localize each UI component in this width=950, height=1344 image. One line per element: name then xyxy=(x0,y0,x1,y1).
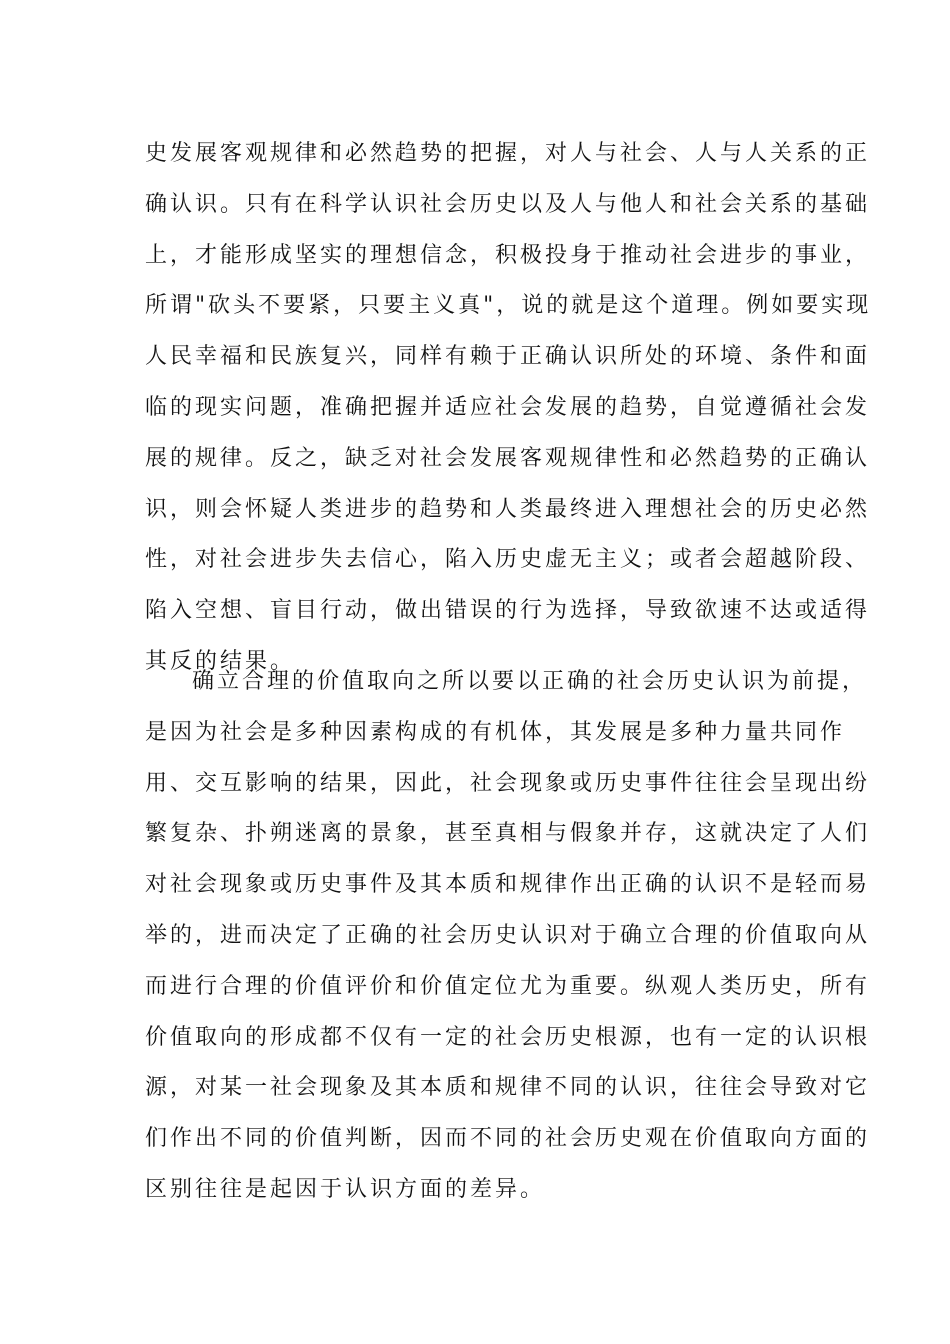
text-line: 用、交互影响的结果，因此，社会现象或历史事件往往会呈现出纷 xyxy=(145,770,871,796)
text-line: 源，对某一社会现象及其本质和规律不同的认识，往往会导致对它 xyxy=(145,1075,871,1101)
text-line: 区别往往是起因于认识方面的差异。 xyxy=(145,1176,546,1202)
text-line: 上，才能形成坚实的理想信念，积极投身于推动社会进步的事业， xyxy=(145,242,871,268)
text-line: 确认识。只有在科学认识社会历史以及人与他人和社会关系的基础 xyxy=(145,191,871,217)
text-line: 是因为社会是多种因素构成的有机体，其发展是多种力量共同作 xyxy=(145,719,846,745)
text-line: 价值取向的形成都不仅有一定的社会历史根源，也有一定的认识根 xyxy=(145,1024,871,1050)
text-line: 确立合理的价值取向之所以要以正确的社会历史认识为前提， xyxy=(192,669,868,694)
text-line: 繁复杂、扑朔迷离的景象，甚至真相与假象并存，这就决定了人们 xyxy=(145,821,871,847)
text-line: 其反的结果。 xyxy=(145,648,296,674)
text-line: 们作出不同的价值判断，因而不同的社会历史观在价值取向方面的 xyxy=(145,1126,871,1152)
text-line: 展的规律。反之，缺乏对社会发展客观规律性和必然趋势的正确认 xyxy=(145,445,871,471)
paragraph-1 xyxy=(145,129,872,688)
text-line: 人民幸福和民族复兴，同样有赖于正确认识所处的环境、条件和面 xyxy=(145,344,871,370)
text-line: 识，则会怀疑人类进步的趋势和人类最终进入理想社会的历史必然 xyxy=(145,496,871,522)
text-line: 对社会现象或历史事件及其本质和规律作出正确的认识不是轻而易 xyxy=(145,872,871,898)
text-line: 而进行合理的价值评价和价值定位尤为重要。纵观人类历史，所有 xyxy=(145,973,871,999)
text-line: 史发展客观规律和必然趋势的把握，对人与社会、人与人关系的正 xyxy=(145,141,871,166)
text-line: 所谓"砍头不要紧，只要主义真"，说的就是这个道理。例如要实现 xyxy=(145,293,872,319)
paragraph-2 xyxy=(145,657,871,1216)
text-line: 举的，进而决定了正确的社会历史认识对于确立合理的价值取向从 xyxy=(145,922,871,948)
text-line: 陷入空想、盲目行动，做出错误的行为选择，导致欲速不达或适得 xyxy=(145,598,871,624)
text-line: 临的现实问题，准确把握并适应社会发展的趋势，自觉遵循社会发 xyxy=(145,394,871,420)
text-line: 性，对社会进步失去信心，陷入历史虚无主义；或者会超越阶段、 xyxy=(145,547,871,573)
